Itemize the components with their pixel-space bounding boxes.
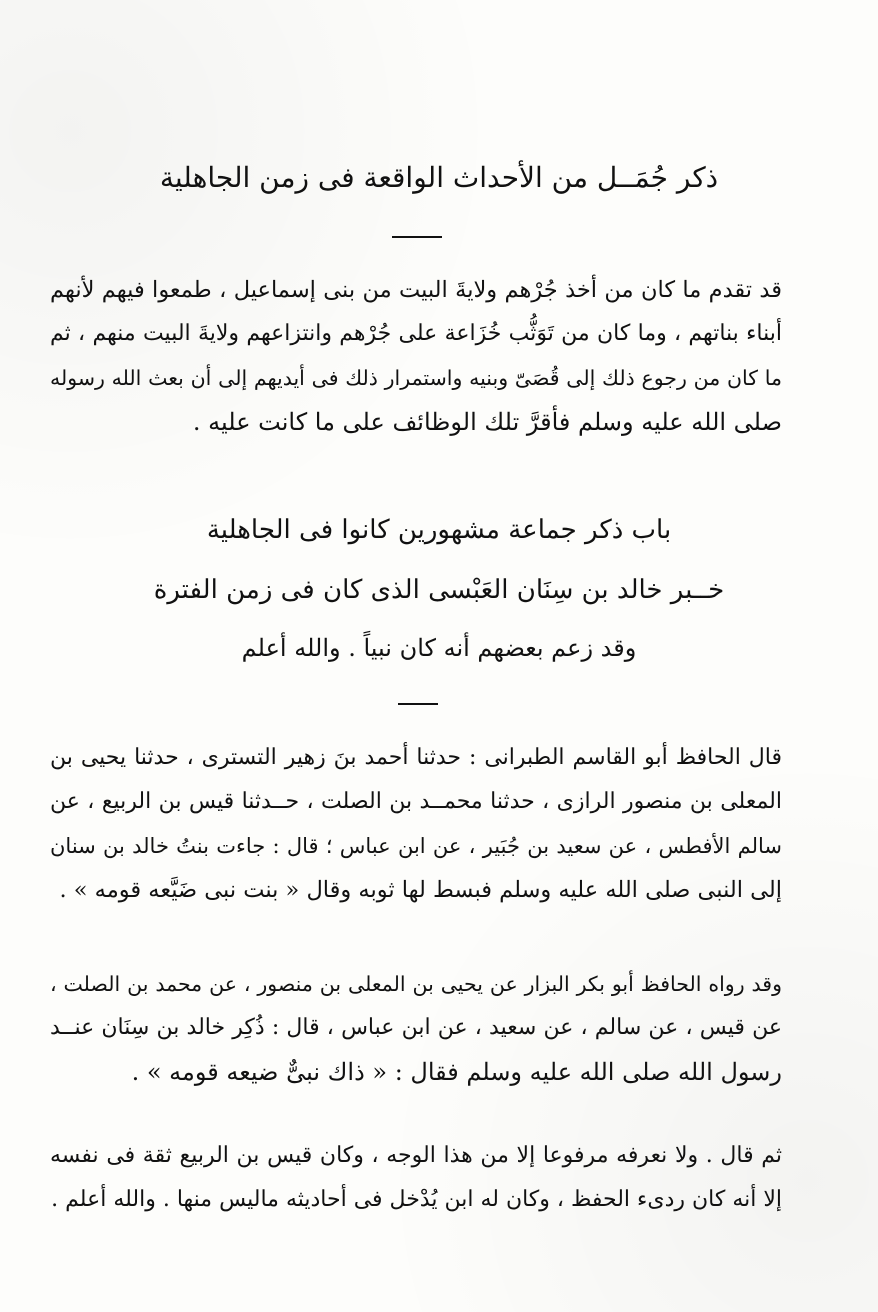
page-title: ذكر جُمَــل من الأحداث الواقعة فى زمن الجاهلية (159, 161, 719, 194)
intro-paragraph (50, 268, 782, 444)
paragraph-line: وقد رواه الحافظ أبو بكر البزار عن يحيى بن المعلى بن منصور ، عن محمد بن الصلت ، (50, 972, 782, 996)
title-divider (392, 236, 442, 238)
paragraph-line: قال الحافظ أبو القاسم الطبرانى : حدثنا أحمد بنَ زهير التسترى ، حدثنا يحيى بن (50, 745, 782, 770)
paragraph-line: إلا أنه كان ردىء الحفظ ، وكان له ابن يُدْخل فى أحاديثه ماليس منها . والله أعلم . (51, 1187, 782, 1212)
paragraph-line: عن قيس ، عن سالم ، عن سعيد ، عن ابن عباس ، قال : ذُكِر خالد بن سِنَان عنــد (50, 1015, 782, 1040)
paragraph-line: رسول الله صلى الله عليه وسلم فقال : « ذاك نبىٌّ ضيعه قومه » . (131, 1058, 782, 1086)
narration-paragraph-1 (50, 736, 782, 912)
paragraph-line: قد تقدم ما كان من أخذ جُرْهم ولايةَ البيت من بنى إسماعيل ، طمعوا فيهم لأنهم (50, 277, 782, 303)
chapter-heading: باب ذكر جماعة مشهورين كانوا فى الجاهلية (206, 515, 672, 545)
paragraph-line: المعلى بن منصور الرازى ، حدثنا محمــد بن الصلت ، حــدثنا قيس بن الربيع ، عن (50, 789, 782, 814)
paragraph-line: صلى الله عليه وسلم فأقرَّ تلك الوظائف على ما كانت عليه . (192, 408, 782, 436)
story-heading: خــبر خالد بن سِنَان العَبْسى الذى كان فى زمن الفترة (153, 575, 725, 605)
section-divider (398, 703, 438, 705)
paragraph-line: ما كان من رجوع ذلك إلى قُصَىّ وبنيه واستمرار ذلك فى أيديهم إلى أن بعث الله رسوله (50, 366, 782, 390)
narration-paragraph-3 (50, 1134, 782, 1222)
story-subheading: وقد زعم بعضهم أنه كان نبياً . والله أعلم (241, 634, 637, 662)
paragraph-line: أبناء بناتهم ، وما كان من تَوَثُّب خُزَاعة على جُرْهم وانتزاعهم ولايةَ البيت منهم ، ثم (50, 321, 782, 346)
paragraph-line: سالم الأفطس ، عن سعيد بن جُبَير ، عن ابن عباس ؛ قال : جاءت بنتُ خالد بن سنان (50, 834, 782, 858)
narration-paragraph-2 (50, 962, 782, 1094)
paragraph-line: إلى النبى صلى الله عليه وسلم فبسط لها ثوبه وقال « بنت نبى ضَيَّعه قومه » . (59, 877, 782, 903)
paragraph-line: ثم قال . ولا نعرفه مرفوعا إلا من هذا الوجه ، وكان قيس بن الربيع ثقة فى نفسه (50, 1143, 782, 1168)
